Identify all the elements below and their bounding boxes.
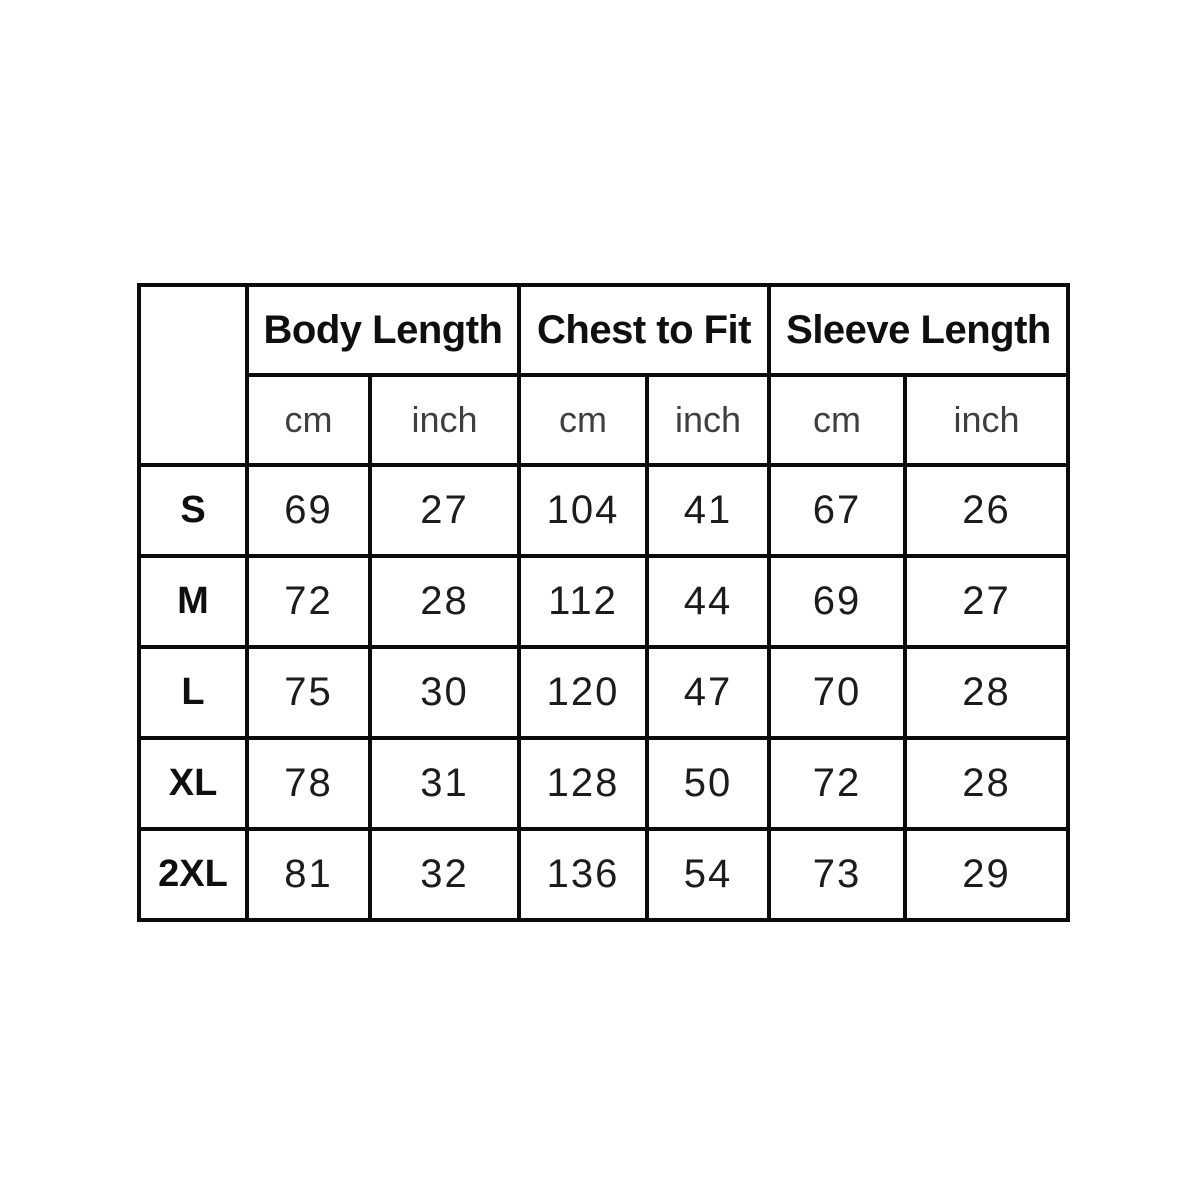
- value-cell: 30: [370, 647, 519, 738]
- value-cell: 73: [769, 829, 905, 920]
- value-cell: 44: [647, 556, 769, 647]
- value-cell: 70: [769, 647, 905, 738]
- column-group-body-length: Body Length: [247, 285, 519, 375]
- row-label-m: M: [139, 556, 247, 647]
- value-cell: 120: [519, 647, 647, 738]
- unit-header-row: [139, 375, 1068, 465]
- unit-cell-chest-inch: inch: [647, 375, 769, 465]
- value-cell: 50: [647, 738, 769, 829]
- table-row-m: [139, 556, 1068, 647]
- value-cell: 104: [519, 465, 647, 556]
- unit-cell-body-inch: inch: [370, 375, 519, 465]
- unit-cell-sleeve-cm: cm: [769, 375, 905, 465]
- column-group-chest-to-fit: Chest to Fit: [519, 285, 769, 375]
- value-cell: 29: [905, 829, 1068, 920]
- table-row-s: [139, 465, 1068, 556]
- table-row-2xl: [139, 829, 1068, 920]
- size-chart-table: [137, 283, 1070, 922]
- value-cell: 81: [247, 829, 370, 920]
- unit-cell-sleeve-inch: inch: [905, 375, 1068, 465]
- value-cell: 72: [247, 556, 370, 647]
- row-label-xl: XL: [139, 738, 247, 829]
- table-row-xl: [139, 738, 1068, 829]
- value-cell: 136: [519, 829, 647, 920]
- value-cell: 69: [769, 556, 905, 647]
- value-cell: 75: [247, 647, 370, 738]
- value-cell: 31: [370, 738, 519, 829]
- row-label-2xl: 2XL: [139, 829, 247, 920]
- value-cell: 128: [519, 738, 647, 829]
- value-cell: 27: [370, 465, 519, 556]
- value-cell: 41: [647, 465, 769, 556]
- value-cell: 112: [519, 556, 647, 647]
- unit-cell-chest-cm: cm: [519, 375, 647, 465]
- group-header-row: [139, 285, 1068, 375]
- value-cell: 54: [647, 829, 769, 920]
- row-label-l: L: [139, 647, 247, 738]
- value-cell: 78: [247, 738, 370, 829]
- value-cell: 32: [370, 829, 519, 920]
- value-cell: 27: [905, 556, 1068, 647]
- corner-spacer: [139, 285, 247, 465]
- value-cell: 28: [905, 647, 1068, 738]
- column-group-sleeve-length: Sleeve Length: [769, 285, 1068, 375]
- table-row-l: [139, 647, 1068, 738]
- value-cell: 28: [370, 556, 519, 647]
- row-label-s: S: [139, 465, 247, 556]
- value-cell: 67: [769, 465, 905, 556]
- value-cell: 47: [647, 647, 769, 738]
- value-cell: 69: [247, 465, 370, 556]
- value-cell: 72: [769, 738, 905, 829]
- value-cell: 26: [905, 465, 1068, 556]
- value-cell: 28: [905, 738, 1068, 829]
- unit-cell-body-cm: cm: [247, 375, 370, 465]
